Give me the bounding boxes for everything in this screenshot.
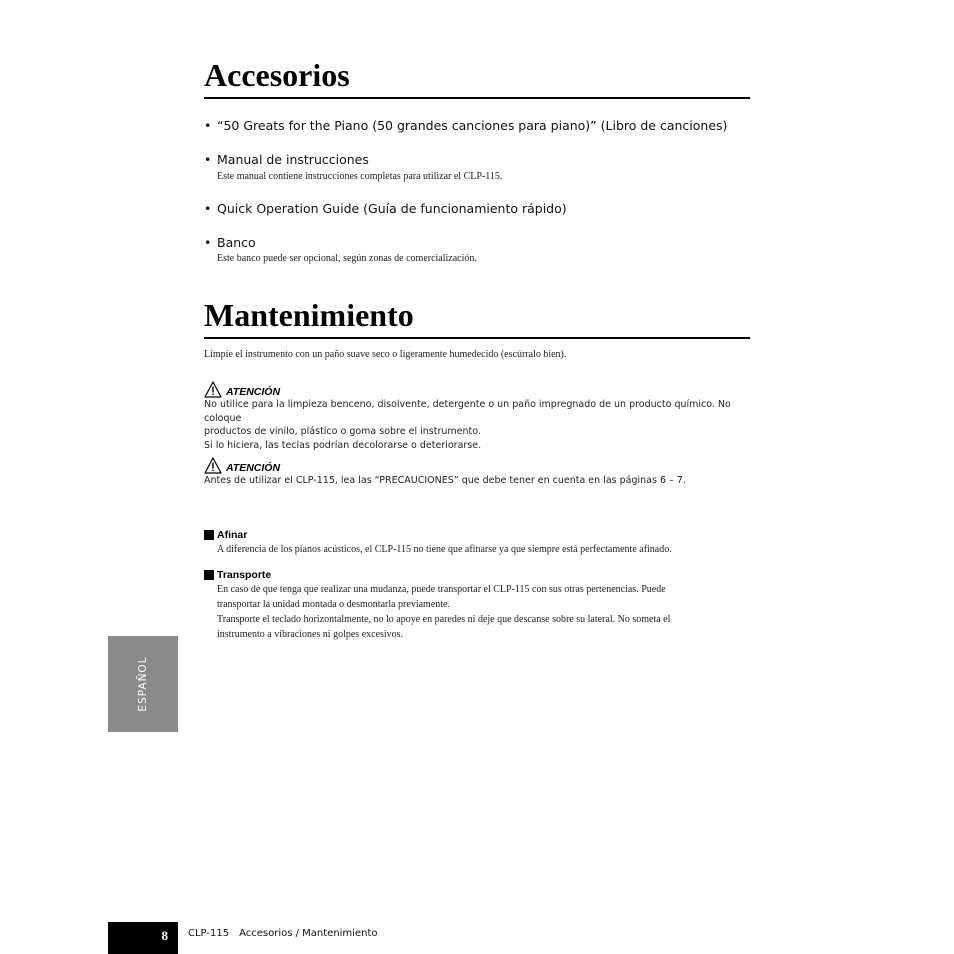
bullet-marker: • [204,201,212,216]
warning-triangle-icon [204,381,222,398]
accessory-item-text: Quick Operation Guide (Guía de funcionamiento rápido) [217,201,567,216]
accessory-item-note: Este manual contiene instrucciones completas para utilizar el CLP-115. [217,171,503,182]
page-number-box [108,922,178,954]
bullet-marker: • [204,152,212,167]
subsection-line: transportar la unidad montada o desmontarla previamente. [217,599,450,610]
bullet-marker: • [204,118,212,133]
page-number: 8 [161,928,168,943]
accessory-item [204,152,764,168]
caution-text [204,398,760,452]
page-footer [188,928,377,939]
language-side-tab [108,636,178,732]
section-heading-accesorios: Accesorios [204,56,750,99]
caution-block [204,380,760,452]
subsection-title: Afinar [217,529,248,541]
caution-title: ATENCIÓN [226,462,281,474]
caution-line: productos de vinilo, plástico o goma sobre el instrumento. [204,426,481,437]
caution-text [204,474,760,488]
section-heading-mantenimiento: Mantenimiento [204,296,750,339]
subsection-line: En caso de que tenga que realizar una mudanza, puede transportar el CLP-115 con sus otras pertenencias. Puede [217,584,666,595]
accessory-item-text: Manual de instrucciones [217,152,369,167]
caution-line: Si lo hiciera, las teclas podrían decolorarse o deteriorarse. [204,439,482,451]
bullet-marker: • [204,235,212,250]
warning-triangle-icon [204,457,222,474]
accessory-item-note: Este banco puede ser opcional, según zonas de comercialización. [217,253,477,264]
subsection-afinar [204,528,764,557]
square-bullet-icon [204,570,214,580]
caution-title: ATENCIÓN [226,386,281,398]
accessory-item [204,235,764,251]
subsection-title: Transporte [217,569,272,581]
subsection-line: instrumento a vibraciones ni golpes excesivos. [217,629,404,640]
subsection-transporte [204,568,764,642]
footer-model: CLP-115 [188,928,230,939]
accessory-item-text: “50 Greats for the Piano (50 grandes canciones para piano)” (Libro de canciones) [217,118,728,133]
maintenance-intro: Limpie el instrumento con un paño suave seco o ligeramente humedecido (escúrralo bien). [204,349,567,360]
accessory-item [204,201,764,217]
subsection-text [217,542,764,557]
caution-line: No utilice para la limpieza benceno, disolvente, detergente o un paño impregnado de un producto químico. No coloque [204,399,731,424]
language-label: ESPAÑOL [137,656,149,712]
accessory-item-text: Banco [217,235,256,250]
square-bullet-icon [204,530,214,540]
footer-section: Accesorios / Mantenimiento [239,928,378,939]
caution-block [204,456,760,488]
subsection-line: A diferencia de los pianos acústicos, el CLP-115 no tiene que afinarse ya que siempre está perfectamente afinado. [217,544,672,555]
caution-line: Antes de utilizar el CLP-115, lea las “PRECAUCIONES” que debe tener en cuenta en las páginas 6 – 7. [204,475,686,486]
subsection-text [217,582,764,642]
accessory-item [204,118,764,134]
subsection-line: Transporte el teclado horizontalmente, no lo apoye en paredes ni deje que descanse sobre su lateral. No someta el [217,614,671,625]
